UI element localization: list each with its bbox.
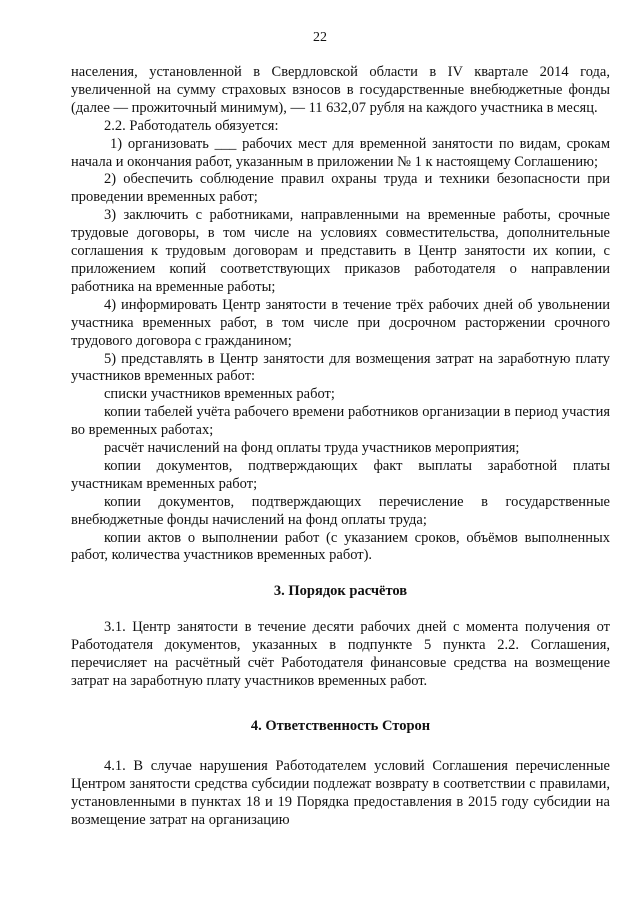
- section-3-paragraph: 3.1. Центр занятости в течение десяти рабочих дней с момента получения от Работодателя документов, указанных в подпункте 5 пункта 2.2. Соглашения, перечисляет на расчётный счёт Работодателя финансовые средства на возмещение затрат на заработную плату участников временных работ.: [71, 619, 610, 689]
- section-4-heading: 4. Ответственность Сторон: [250, 717, 431, 734]
- document-body: [71, 64, 610, 829]
- obligation-item: 2) обеспечить соблюдение правил охраны труда и техники безопасности при проведении временных работ;: [71, 171, 610, 206]
- page-number: 22: [313, 30, 327, 45]
- document-list-item: копии документов, подтверждающих перечисление в государственные внебюджетные фонды начислений на фонд оплаты труда;: [71, 493, 610, 528]
- obligation-item: 3) заключить с работниками, направленными на временные работы, срочные трудовые договоры, в том числе на условиях совместительства, дополнительные соглашения к трудовым договорам и представить в Центр занятости их копии, с приложением копий соответствующих приказов работодателя о направлении работника на временные работы;: [71, 207, 610, 295]
- obligation-item: 5) представлять в Центр занятости для возмещения затрат на заработную плату участников временных работ:: [71, 350, 610, 385]
- section-4-paragraph: 4.1. В случае нарушения Работодателем условий Соглашения перечисленные Центром занятости средства субсидии подлежат возврату в соответствии с правилами, установленными в пунктах 18 и 19 Порядка предоставления в 2015 году субсидии на возмещение затрат на организацию: [71, 757, 610, 828]
- section-3-heading: 3. Порядок расчётов: [273, 583, 408, 600]
- clause-2-2: 2.2. Работодатель обязуется:: [104, 117, 279, 134]
- document-list-item: списки участников временных работ;: [104, 386, 335, 403]
- document-list-item: копии табелей учёта рабочего времени работников организации в период участия во временных работах;: [71, 404, 610, 439]
- intro-paragraph: населения, установленной в Свердловской области в IV квартале 2014 года, увеличенной на сумму страховых взносов в государственные внебюджетные фонды (далее — прожиточный минимум), — 11 632,07 рубля на каждого участника в месяц.: [71, 64, 610, 116]
- document-list-item: расчёт начислений на фонд оплаты труда участников мероприятия;: [104, 440, 520, 457]
- document-list-item: копии актов о выполнении работ (с указанием сроков, объёмов выполненных работ, количества участников временных работ).: [71, 529, 610, 564]
- document-list-item: копии документов, подтверждающих факт выплаты заработной платы участникам временных работ;: [71, 457, 610, 492]
- obligation-item: 4) информировать Центр занятости в течение трёх рабочих дней об увольнении участника временных работ, в том числе при досрочном расторжении срочного трудового договора с гражданином;: [71, 296, 610, 349]
- obligation-item: 1) организовать ___ рабочих мест для временной занятости по видам, срокам начала и окончания работ, указанным в приложении № 1 к настоящему Соглашению;: [71, 135, 610, 170]
